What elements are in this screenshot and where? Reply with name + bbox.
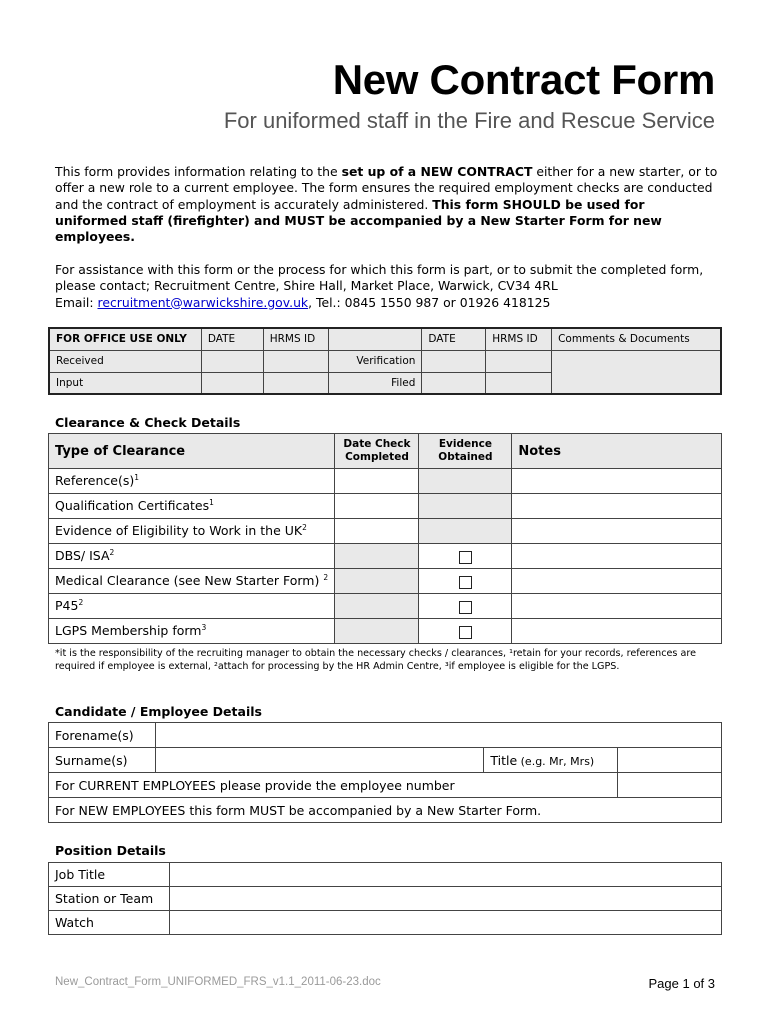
clearance-label: Qualification Certificates$^1$ — [49, 494, 335, 519]
candidate-table — [48, 722, 722, 823]
new-employee-note: For NEW EMPLOYEES this form MUST be accompanied by a New Starter Form. — [49, 798, 722, 823]
evidence-checkbox[interactable] — [459, 576, 472, 589]
title-label: Title (e.g. Mr, Mrs) — [484, 748, 618, 773]
office-verification-date[interactable] — [422, 350, 486, 372]
notes-field[interactable] — [512, 494, 722, 519]
date-check-field — [335, 544, 419, 569]
office-blank-header — [328, 328, 422, 350]
candidate-heading: Candidate / Employee Details — [55, 704, 262, 719]
surname-field[interactable] — [155, 748, 483, 773]
col-notes: Notes — [512, 434, 722, 469]
evidence-field — [419, 519, 512, 544]
notes-field[interactable] — [512, 619, 722, 644]
notes-field[interactable] — [512, 519, 722, 544]
office-received-hrms[interactable] — [263, 350, 328, 372]
clearance-label: $Reference(s)^1$ — [49, 469, 335, 494]
office-verification-hrms[interactable] — [486, 350, 552, 372]
evidence-cell — [419, 544, 512, 569]
current-employee-label: For CURRENT EMPLOYEES please provide the employee number — [49, 773, 618, 798]
notes-field[interactable] — [512, 594, 722, 619]
col-date-check: Date Check Completed — [335, 434, 419, 469]
table-row — [49, 519, 722, 544]
evidence-field — [419, 469, 512, 494]
watch-field[interactable] — [169, 911, 721, 935]
table-row — [49, 494, 722, 519]
date-check-field — [335, 569, 419, 594]
date-check-field[interactable] — [335, 469, 419, 494]
clearance-table — [48, 433, 722, 644]
office-input-label: Input — [49, 372, 201, 394]
date-check-field[interactable] — [335, 519, 419, 544]
table-row — [49, 544, 722, 569]
evidence-cell — [419, 619, 512, 644]
surname-label: Surname(s) — [49, 748, 156, 773]
forename-field[interactable] — [155, 723, 721, 748]
notes-field[interactable] — [512, 469, 722, 494]
office-filed-date[interactable] — [422, 372, 486, 394]
office-date2-header: DATE — [422, 328, 486, 350]
job-title-field[interactable] — [169, 863, 721, 887]
date-check-field — [335, 619, 419, 644]
contact-paragraph: For assistance with this form or the process for which this form is part, or to submit the completed form, please contact; Recruitment Centre, Shire Hall, Market Place, Warwick, CV34 4RL Email: recruitment@warwickshire.gov.uk, Tel.: 0845 1550 987 or 01926 418125 — [55, 262, 704, 310]
office-hrms2-header: HRMS ID — [486, 328, 552, 350]
date-check-field[interactable] — [335, 494, 419, 519]
evidence-cell — [419, 594, 512, 619]
station-label: Station or Team — [49, 887, 170, 911]
clearance-label: LGPS Membership form$^3$ — [49, 619, 335, 644]
page-number: Page 1 of 3 — [648, 976, 715, 991]
footer-filename: New_Contract_Form_UNIFORMED_FRS_v1.1_2011-06-23.doc — [55, 976, 381, 988]
office-input-hrms[interactable] — [263, 372, 328, 394]
clearance-label: $P45^2$ — [49, 594, 335, 619]
evidence-cell — [419, 569, 512, 594]
intro-paragraph: This form provides information relating to the set up of a NEW CONTRACT either for a new starter, or to offer a new role to a current employee. The form ensures the required employment checks are conducted and the contract of employment is accurately administered. This form SHOULD be used for uniformed staff (firefighter) and MUST be accompanied by a New Starter Form for new employees. — [55, 164, 718, 245]
email-link[interactable]: recruitment@warwickshire.gov.uk — [97, 294, 309, 310]
form-subtitle: For uniformed staff in the Fire and Rescue Service — [223, 108, 715, 133]
table-row — [49, 469, 722, 494]
position-table — [48, 862, 722, 935]
evidence-checkbox[interactable] — [459, 551, 472, 564]
office-comments-header: Comments & Documents — [552, 328, 721, 350]
office-filed-hrms[interactable] — [486, 372, 552, 394]
clearance-label: Medical Clearance (see New Starter Form) $^2$ — [49, 569, 335, 594]
clearance-label: Evidence of Eligibility to Work in the $UK^2$ — [49, 519, 335, 544]
station-field[interactable] — [169, 887, 721, 911]
watch-label: Watch — [49, 911, 170, 935]
clearance-heading: Clearance & Check Details — [55, 415, 241, 430]
office-verification-label: Verification — [328, 350, 422, 372]
employee-number-field[interactable] — [618, 773, 722, 798]
table-row — [49, 594, 722, 619]
notes-field[interactable] — [512, 544, 722, 569]
table-row — [49, 569, 722, 594]
evidence-field — [419, 494, 512, 519]
clearance-label: DBS/ ISA$^2$ — [49, 544, 335, 569]
office-use-heading: FOR OFFICE USE ONLY — [49, 328, 201, 350]
evidence-checkbox[interactable] — [459, 626, 472, 639]
col-type-of-clearance: Type of Clearance — [49, 434, 335, 469]
clearance-footnote: *it is the responsibility of the recruiting manager to obtain the necessary checks / clearances, ¹retain for your records, references are required if employee is external, ²attach for processing by the HR Admin Centre, ³if employee is eligible for the LGPS. — [55, 648, 696, 672]
date-check-field — [335, 594, 419, 619]
office-filed-label: Filed — [328, 372, 422, 394]
form-title: New Contract Form — [332, 56, 715, 103]
evidence-checkbox[interactable] — [459, 601, 472, 614]
position-heading: Position Details — [55, 843, 166, 858]
office-date-header: DATE — [201, 328, 263, 350]
office-received-label: Received — [49, 350, 201, 372]
title-field[interactable] — [618, 748, 722, 773]
forename-label: Forename(s) — [49, 723, 156, 748]
job-title-label: Job Title — [49, 863, 170, 887]
col-evidence: Evidence Obtained — [419, 434, 512, 469]
office-input-date[interactable] — [201, 372, 263, 394]
office-received-date[interactable] — [201, 350, 263, 372]
office-hrms-header: HRMS ID — [263, 328, 328, 350]
office-use-table — [48, 327, 722, 395]
notes-field[interactable] — [512, 569, 722, 594]
office-comments-field[interactable] — [552, 350, 721, 394]
table-row — [49, 619, 722, 644]
